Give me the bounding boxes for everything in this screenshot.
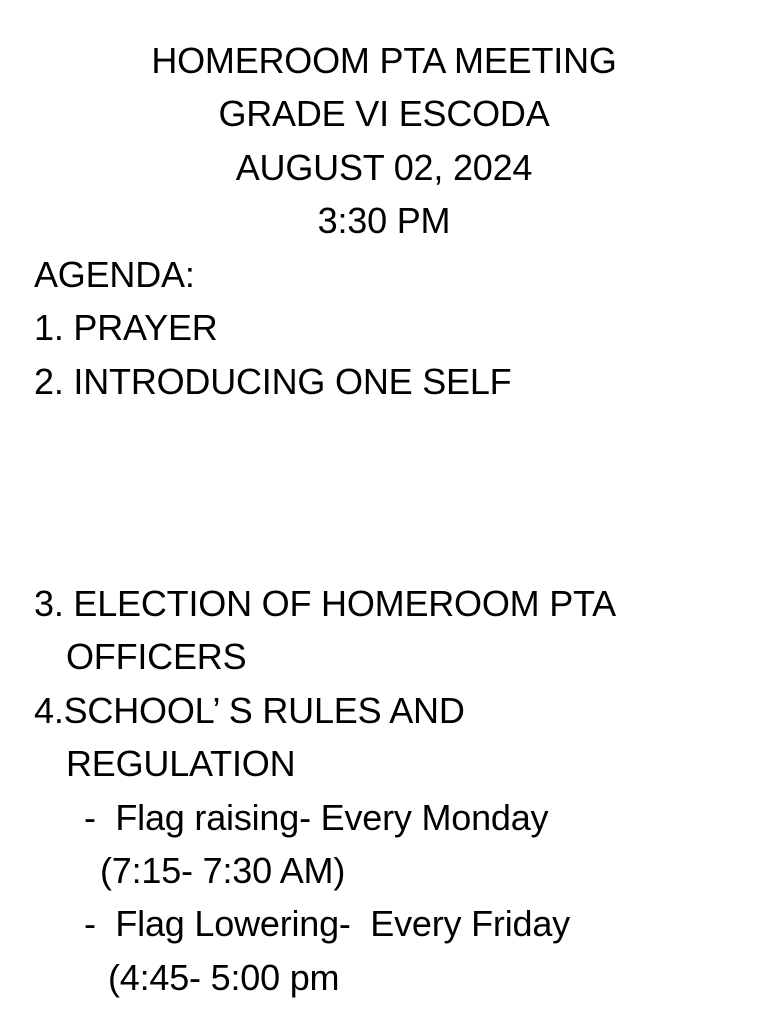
sub-item-flag-lowering: - Flag Lowering- Every Friday (84, 903, 570, 944)
agenda-heading: AGENDA: (34, 254, 195, 295)
grade-section: GRADE VI ESCODA (218, 93, 550, 134)
agenda-item-introductions: 2. INTRODUCING ONE SELF (34, 361, 512, 402)
agenda-item-election: 3. ELECTION OF HOMEROOM PTA (34, 583, 616, 624)
agenda-item-rules: 4.SCHOOL’ S RULES AND (34, 690, 465, 731)
agenda-item-prayer: 1. PRAYER (34, 307, 218, 348)
meeting-date: AUGUST 02, 2024 (235, 147, 533, 188)
sub-item-flag-raising-time: (7:15- 7:30 AM) (100, 850, 346, 891)
agenda-item-rules-continued: REGULATION (66, 743, 296, 784)
meeting-time: 3:30 PM (317, 200, 451, 241)
sub-item-flag-raising: - Flag raising- Every Monday (84, 797, 549, 838)
meeting-title: HOMEROOM PTA MEETING (151, 40, 617, 81)
agenda-item-election-continued: OFFICERS (66, 636, 247, 677)
sub-item-flag-lowering-time: (4:45- 5:00 pm (108, 957, 340, 998)
